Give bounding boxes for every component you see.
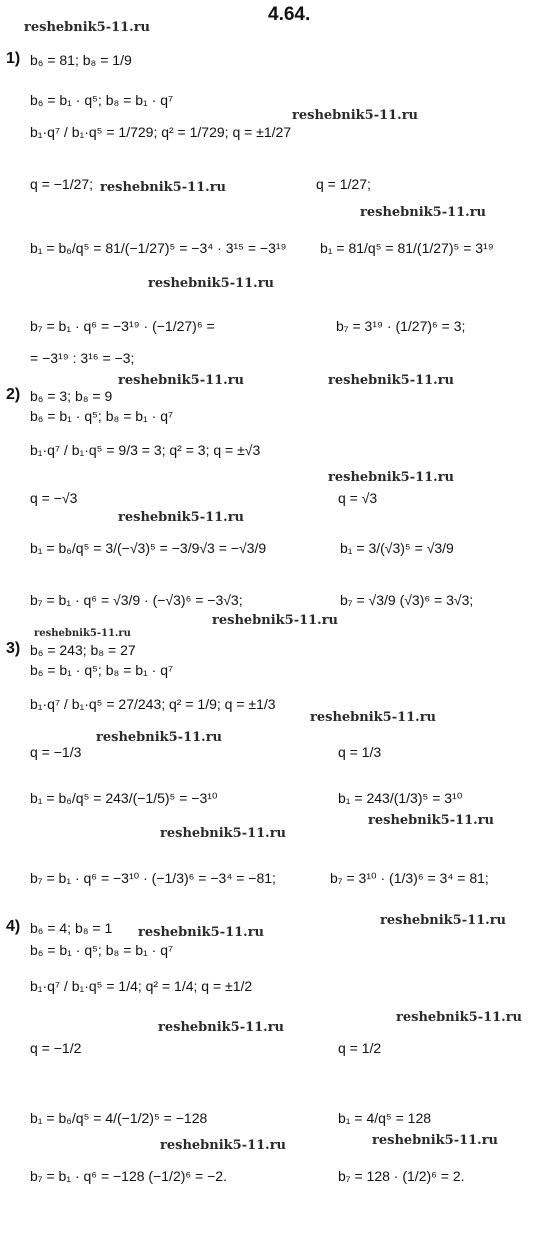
problem-number: 4): [6, 918, 21, 935]
problem-given: b₆ = 81; b₈ = 1/9: [30, 52, 132, 68]
equation-line: q = −1/27;: [30, 176, 94, 192]
equation-line: b₁·q⁷ / b₁·q⁵ = 9/3 = 3; q² = 3; q = ±√3: [30, 442, 261, 458]
equation-line: b₆ = b₁ · q⁵; b₈ = b₁ · q⁷: [30, 662, 174, 678]
equation-line: b₁·q⁷ / b₁·q⁵ = 1/4; q² = 1/4; q = ±1/2: [30, 978, 253, 994]
watermark: reshebnik5-11.ru: [100, 180, 227, 195]
watermark: reshebnik5-11.ru: [380, 913, 507, 928]
equation-line: b₇ = b₁ · q⁶ = −128 (−1/2)⁶ = −2.: [30, 1168, 227, 1184]
equation-line: b₇ = 3¹⁰ · (1/3)⁶ = 3⁴ = 81;: [330, 870, 489, 886]
equation-line: b₆ = b₁ · q⁵; b₈ = b₁ · q⁷: [30, 408, 174, 424]
equation-line: q = 1/2: [338, 1040, 382, 1056]
equation-line: b₁ = 243/(1/3)⁵ = 3¹⁰: [338, 790, 463, 806]
equation-line: b₇ = b₁ · q⁶ = −3¹⁹ · (−1/27)⁶ =: [30, 318, 215, 334]
equation-line: q = −1/3: [30, 744, 82, 760]
problem-given: b₆ = 3; b₈ = 9: [30, 388, 113, 404]
equation-line: b₇ = b₁ · q⁶ = −3¹⁰ · (−1/3)⁶ = −3⁴ = −81;: [30, 870, 276, 886]
problem-given: b₆ = 243; b₈ = 27: [30, 642, 136, 658]
problem-given: b₆ = 4; b₈ = 1: [30, 920, 113, 936]
equation-line: = −3¹⁹ : 3¹⁶ = −3;: [30, 350, 135, 366]
equation-line: q = 1/3: [338, 744, 382, 760]
watermark: reshebnik5-11.ru: [160, 826, 287, 841]
equation-line: b₇ = 128 · (1/2)⁶ = 2.: [338, 1168, 465, 1184]
equation-line: q = √3: [338, 490, 378, 506]
equation-line: b₁ = b₆/q⁵ = 81/(−1/27)⁵ = −3⁴ · 3¹⁵ = −3¹⁹: [30, 240, 287, 256]
equation-line: b₁ = 4/q⁵ = 128: [338, 1110, 432, 1126]
problem-number: 2): [6, 386, 21, 403]
watermark: reshebnik5-11.ru: [292, 108, 419, 123]
equation-line: q = −√3: [30, 490, 78, 506]
watermark: reshebnik5-11.ru: [310, 710, 437, 725]
equation-line: b₁ = b₆/q⁵ = 243/(−1/5)⁵ = −3¹⁰: [30, 790, 218, 806]
equation-line: b₇ = b₁ · q⁶ = √3/9 · (−√3)⁶ = −3√3;: [30, 592, 243, 608]
equation-line: b₁·q⁷ / b₁·q⁵ = 1/729; q² = 1/729; q = ±1/27: [30, 124, 292, 140]
watermark: reshebnik5-11.ru: [328, 470, 455, 485]
watermark: reshebnik5-11.ru: [212, 613, 339, 628]
watermark: reshebnik5-11.ru: [34, 628, 131, 639]
watermark: reshebnik5-11.ru: [396, 1010, 523, 1025]
equation-line: q = −1/2: [30, 1040, 82, 1056]
page-title: 4.64.: [268, 4, 311, 25]
equation-line: b₇ = 3¹⁹ · (1/27)⁶ = 3;: [336, 318, 466, 334]
watermark: reshebnik5-11.ru: [96, 730, 223, 745]
equation-line: q = 1/27;: [316, 176, 371, 192]
equation-line: b₁ = 81/q⁵ = 81/(1/27)⁵ = 3¹⁹: [320, 240, 494, 256]
watermark: reshebnik5-11.ru: [118, 373, 245, 388]
watermark: reshebnik5-11.ru: [148, 276, 275, 291]
watermark: reshebnik5-11.ru: [368, 813, 495, 828]
watermark: reshebnik5-11.ru: [24, 20, 151, 35]
equation-line: b₆ = b₁ · q⁵; b₈ = b₁ · q⁷: [30, 92, 174, 108]
equation-line: b₁·q⁷ / b₁·q⁵ = 27/243; q² = 1/9; q = ±1/3: [30, 696, 276, 712]
watermark: reshebnik5-11.ru: [138, 925, 265, 940]
watermark: reshebnik5-11.ru: [118, 510, 245, 525]
watermark: reshebnik5-11.ru: [360, 205, 487, 220]
equation-line: b₆ = b₁ · q⁵; b₈ = b₁ · q⁷: [30, 942, 174, 958]
watermark: reshebnik5-11.ru: [328, 373, 455, 388]
equation-line: b₁ = 3/(√3)⁵ = √3/9: [340, 540, 454, 556]
watermark: reshebnik5-11.ru: [160, 1138, 287, 1153]
problem-number: 1): [6, 50, 21, 67]
equation-line: b₁ = b₆/q⁵ = 3/(−√3)⁵ = −3/9√3 = −√3/9: [30, 540, 267, 556]
watermark: reshebnik5-11.ru: [158, 1020, 285, 1035]
problem-number: 3): [6, 640, 21, 657]
equation-line: b₇ = √3/9 (√3)⁶ = 3√3;: [340, 592, 474, 608]
equation-line: b₁ = b₆/q⁵ = 4/(−1/2)⁵ = −128: [30, 1110, 208, 1126]
watermark: reshebnik5-11.ru: [372, 1133, 499, 1148]
